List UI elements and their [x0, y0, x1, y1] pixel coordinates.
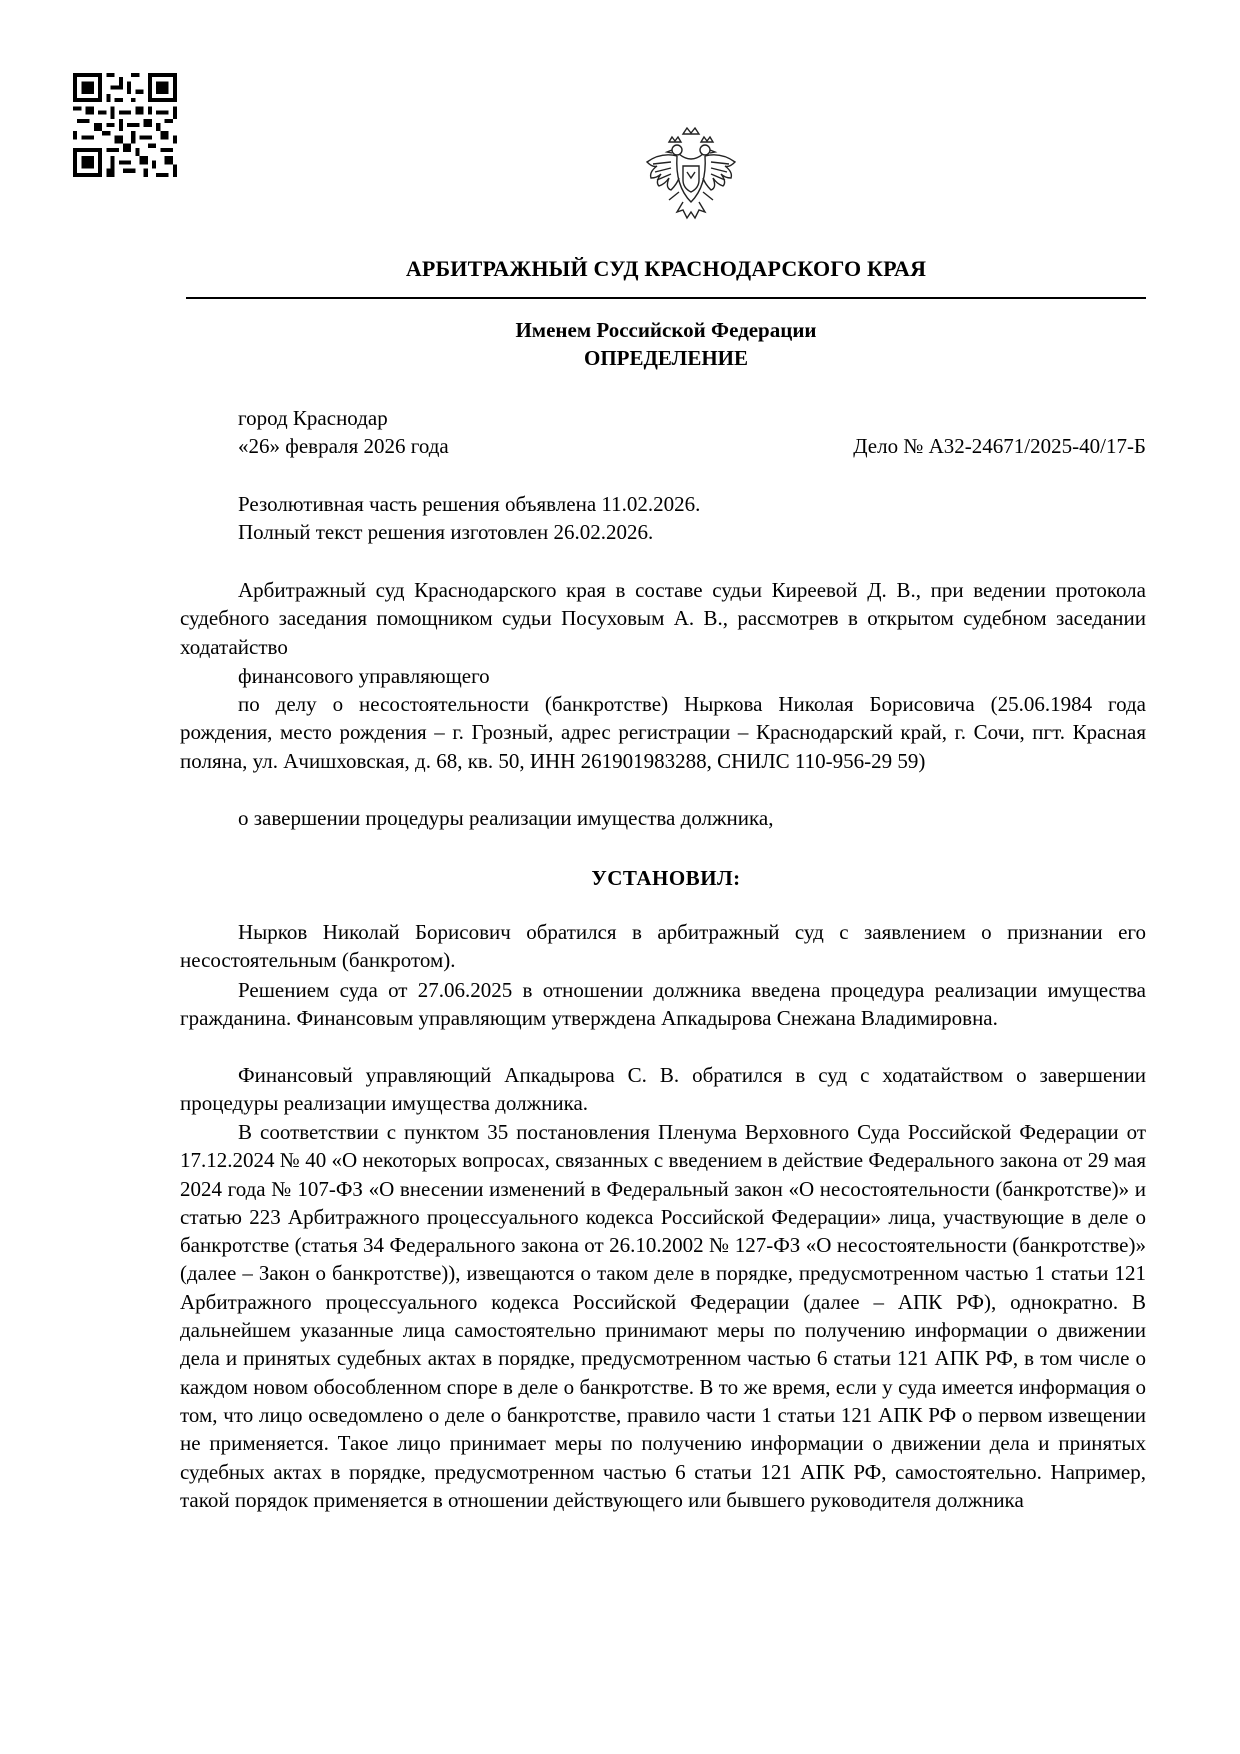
- document-date: «26» февраля 2026 года: [238, 434, 449, 458]
- case-number: Дело № А32-24671/2025-40/17-Б: [853, 434, 1146, 458]
- resolution-announced: Резолютивная часть решения объявлена 11.02.2026.: [238, 492, 701, 516]
- full-text-date: Полный текст решения изготовлен 26.02.2026.: [238, 520, 654, 544]
- body-paragraph: Решением суда от 27.06.2025 в отношении должника введена процедура реализации имущества гражданина. Финансовым управляющим утверждена Апкадырова Снежана Владимировна.: [180, 978, 1146, 1031]
- body-paragraph: В соответствии с пунктом 35 постановления Пленума Верховного Суда Российской Федерации от 17.12.2024 № 40 «О некоторых вопросах, связанных с введением в действие Федерального закона от 29 мая 2024 года № 107-ФЗ «О внесении изменений в Федеральный закон «О несостоятельности (банкротстве)» и статью 223 Арбитражного процессуального кодекса Российской Федерации» лица, участвующие в деле о банкротстве (статья 34 Федерального закона от 26.10.2002 № 127-ФЗ «О несостоятельности (банкротстве)» (далее – Закон о банкротстве)), извещаются о таком деле в порядке, предусмотренном частью 1 статьи 121 Арбитражного процессуального кодекса Российской Федерации (далее – АПК РФ), однократно. В дальнейшем указанные лица самостоятельно принимают меры по получению информации о движении дела и принятых судебных актах в порядке, предусмотренном частью 6 статьи 121 АПК РФ, в том числе о каждом новом обособленном споре в деле о банкротстве. В то же время, если у суда имеется информация о том, что лицо осведомлено о деле о банкротстве, правило части 1 статьи 121 АПК РФ о первом извещении не применяется. Такое лицо принимает меры по получению информации о движении дела и принятых судебных актах в порядке, предусмотренном частью 6 статьи 121 АПК РФ, самостоятельно. Например, такой порядок применяется в отношении действующего или бывшего руководителя должника: [180, 1120, 1146, 1512]
- court-title: АРБИТРАЖНЫЙ СУД КРАСНОДАРСКОГО КРАЯ: [405, 256, 927, 281]
- title-divider: [186, 297, 1146, 299]
- in-name-line: Именем Российской Федерации: [515, 318, 817, 342]
- established-heading: УСТАНОВИЛ:: [591, 866, 741, 890]
- coat-of-arms-emblem: [639, 120, 743, 228]
- intro-paragraph: Арбитражный суд Краснодарского края в составе судьи Киреевой Д. В., при ведении протокола судебного заседания помощником судьи Посуховым А. В., рассмотрев в открытом судебном заседании ходатайство: [180, 578, 1146, 659]
- intro-subject: о завершении процедуры реализации имущества должника,: [238, 806, 774, 830]
- body-paragraph: Финансовый управляющий Апкадырова С. В. обратился в суд с ходатайством о завершении процедуры реализации имущества должника.: [180, 1063, 1146, 1116]
- body-paragraph: Нырков Николай Борисович обратился в арбитражный суд с заявлением о признании его несостоятельным (банкротом).: [180, 920, 1146, 973]
- city: город Краснодар: [238, 406, 388, 430]
- qr-code-icon: [73, 73, 177, 177]
- intro-case-debtor: по делу о несостоятельности (банкротстве) Ныркова Николая Борисовича (25.06.1984 года рождения, место рождения – г. Грозный, адрес регистрации – Краснодарский край, г. Сочи, пгт. Красная поляна, ул. Ачишховская, д. 68, кв. 50, ИНН 261901983288, СНИЛС 110-956-29 59): [180, 692, 1146, 773]
- document-type: ОПРЕДЕЛЕНИЕ: [583, 346, 748, 370]
- intro-applicant: финансового управляющего: [238, 664, 490, 688]
